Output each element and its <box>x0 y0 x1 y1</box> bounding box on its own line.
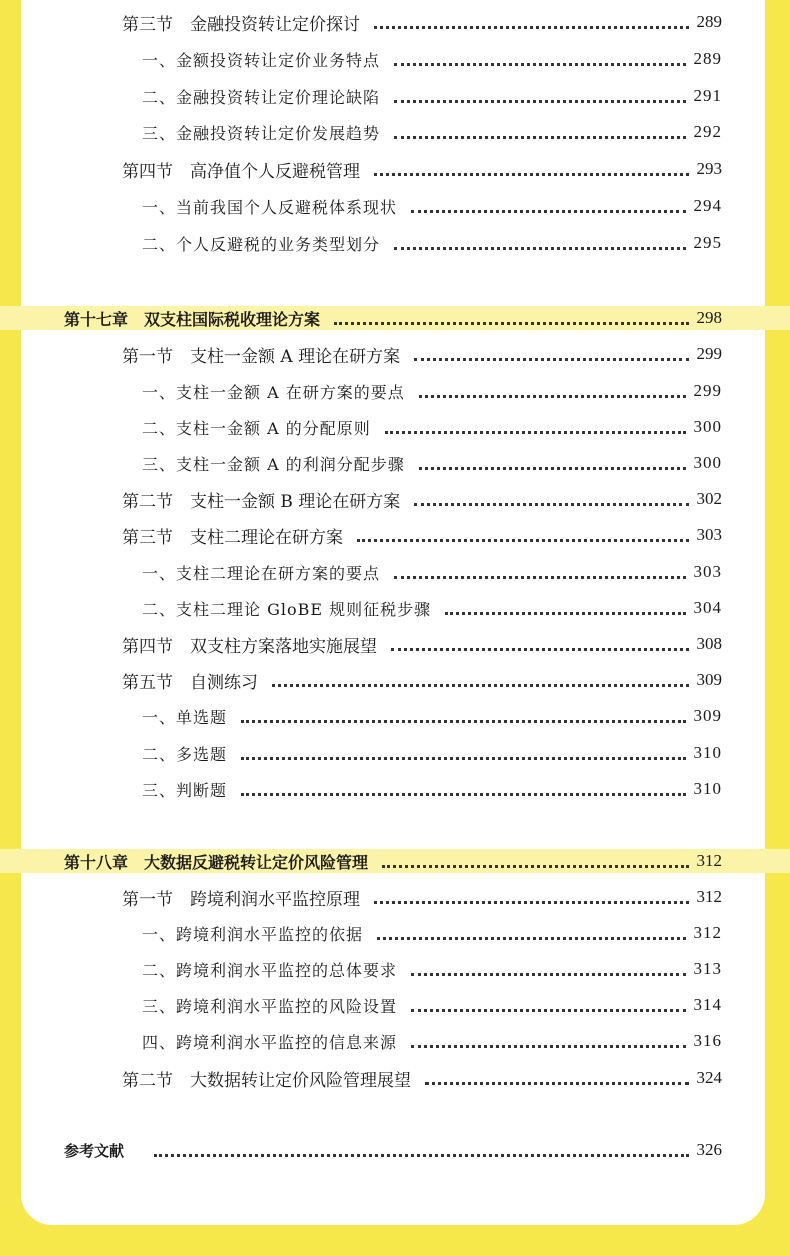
toc-row[interactable] <box>0 449 790 477</box>
toc-page-number: 303 <box>693 562 722 581</box>
toc-label: 第二节 支柱一金额 B 理论在研方案 <box>122 491 401 512</box>
dot-leader <box>411 1045 685 1048</box>
toc-row[interactable] <box>0 702 790 730</box>
toc-page-number: 312 <box>693 923 722 942</box>
toc-label: 一、跨境利润水平监控的依据 <box>142 924 364 944</box>
toc-page-number: 292 <box>693 122 722 141</box>
dot-leader <box>411 210 685 213</box>
toc-label: 四、跨境利润水平监控的信息来源 <box>142 1032 398 1052</box>
dot-leader <box>391 648 689 651</box>
toc-label: 一、支柱二理论在研方案的要点 <box>142 563 381 583</box>
toc-row[interactable] <box>0 192 790 220</box>
toc-page-number: 302 <box>696 489 722 508</box>
toc-label: 第三节 金融投资转让定价探讨 <box>122 14 360 35</box>
toc-row[interactable] <box>0 45 790 73</box>
toc-label: 二、多选题 <box>142 744 228 764</box>
toc-label: 第三节 支柱二理论在研方案 <box>122 527 343 548</box>
toc-label: 一、金额投资转让定价业务特点 <box>142 50 381 70</box>
dot-leader <box>414 358 688 361</box>
toc-label: 第四节 高净值个人反避税管理 <box>122 161 360 182</box>
dot-leader <box>154 1154 688 1157</box>
toc-label: 一、当前我国个人反避税体系现状 <box>142 197 398 217</box>
dot-leader <box>425 1082 689 1085</box>
toc-label: 一、支柱一金额 A 在研方案的要点 <box>142 382 405 402</box>
toc-label: 第一节 支柱一金额 A 理论在研方案 <box>122 346 401 367</box>
dot-leader <box>394 576 685 579</box>
dot-leader <box>374 173 689 176</box>
toc-label: 第十七章 双支柱国际税收理论方案 <box>64 309 321 329</box>
toc-row[interactable] <box>0 739 790 767</box>
toc-label: 参考文献 <box>64 1141 125 1160</box>
toc-label: 第一节 跨境利润水平监控原理 <box>122 889 360 910</box>
toc-page-number: 313 <box>693 959 722 978</box>
dot-leader <box>382 865 688 868</box>
toc-row[interactable] <box>0 594 790 622</box>
dot-leader <box>411 1009 685 1012</box>
dot-leader <box>419 467 686 470</box>
dot-leader <box>394 100 685 103</box>
toc-page-number: 298 <box>696 308 722 327</box>
toc-row[interactable] <box>0 558 790 586</box>
dot-leader <box>241 757 685 760</box>
toc-page-number: 300 <box>693 417 722 436</box>
toc-page-number: 312 <box>696 851 722 870</box>
toc-row[interactable] <box>0 775 790 803</box>
toc-label: 二、跨境利润水平监控的总体要求 <box>142 960 398 980</box>
toc-row[interactable] <box>0 630 790 658</box>
toc-page-number: 295 <box>693 233 722 252</box>
toc-page-number: 309 <box>693 706 722 725</box>
toc-page-number: 326 <box>696 1140 722 1159</box>
toc-row[interactable] <box>0 1064 790 1092</box>
toc-label: 第四节 双支柱方案落地实施展望 <box>122 636 377 657</box>
toc-references-row[interactable] <box>0 1136 790 1164</box>
toc-chapter-row[interactable] <box>0 306 790 330</box>
toc-page-number: 324 <box>696 1068 722 1087</box>
toc-label: 第二节 大数据转让定价风险管理展望 <box>122 1070 411 1091</box>
dot-leader <box>374 901 689 904</box>
toc-page-number: 309 <box>696 670 722 689</box>
toc-row[interactable] <box>0 883 790 911</box>
dot-leader <box>377 937 685 940</box>
toc-page-number: 291 <box>693 86 722 105</box>
dot-leader <box>241 793 685 796</box>
dot-leader <box>394 63 685 66</box>
dot-leader <box>394 136 685 139</box>
toc-page-number: 299 <box>696 344 722 363</box>
toc-label: 第十八章 大数据反避税转让定价风险管理 <box>64 852 369 872</box>
toc-label: 三、跨境利润水平监控的风险设置 <box>142 996 398 1016</box>
toc-page-number: 304 <box>693 598 722 617</box>
toc-row[interactable] <box>0 340 790 368</box>
toc-row[interactable] <box>0 229 790 257</box>
toc-page-number: 312 <box>696 887 722 906</box>
toc-page-number: 294 <box>693 196 722 215</box>
toc-row[interactable] <box>0 377 790 405</box>
toc-page-number: 314 <box>693 995 722 1014</box>
toc-row[interactable] <box>0 8 790 36</box>
toc-page-number: 316 <box>693 1031 722 1050</box>
toc-page-number: 300 <box>693 453 722 472</box>
toc-label: 三、判断题 <box>142 780 228 800</box>
toc-row[interactable] <box>0 955 790 983</box>
toc-row[interactable] <box>0 1027 790 1055</box>
toc-page-number: 303 <box>696 525 722 544</box>
dot-leader <box>241 720 685 723</box>
toc-row[interactable] <box>0 82 790 110</box>
toc-label: 二、个人反避税的业务类型划分 <box>142 234 381 254</box>
toc-label: 三、金融投资转让定价发展趋势 <box>142 123 381 143</box>
dot-leader <box>411 973 685 976</box>
toc-row[interactable] <box>0 485 790 513</box>
toc-page-number: 289 <box>696 12 722 31</box>
toc-label: 二、支柱一金额 A 的分配原则 <box>142 418 371 438</box>
toc-row[interactable] <box>0 521 790 549</box>
toc-chapter-row[interactable] <box>0 849 790 873</box>
dot-leader <box>394 247 685 250</box>
toc-page-number: 299 <box>693 381 722 400</box>
toc-page-number: 310 <box>693 743 722 762</box>
dot-leader <box>272 684 689 687</box>
toc-label: 三、支柱一金额 A 的利润分配步骤 <box>142 454 405 474</box>
toc-row[interactable] <box>0 991 790 1019</box>
dot-leader <box>334 322 688 325</box>
toc-label: 二、支柱二理论 GloBE 规则征税步骤 <box>142 599 432 619</box>
dot-leader <box>357 539 689 542</box>
dot-leader <box>414 503 688 506</box>
toc-row[interactable] <box>0 666 790 694</box>
toc-row[interactable] <box>0 413 790 441</box>
dot-leader <box>445 612 685 615</box>
toc-page-number: 310 <box>693 779 722 798</box>
dot-leader <box>419 395 686 398</box>
dot-leader <box>374 26 689 29</box>
toc-page-number: 289 <box>693 49 722 68</box>
toc-label: 二、金融投资转让定价理论缺陷 <box>142 87 381 107</box>
toc-label: 第五节 自测练习 <box>122 672 258 693</box>
toc-row[interactable] <box>0 118 790 146</box>
toc-row[interactable] <box>0 155 790 183</box>
toc-page-number: 293 <box>696 159 722 178</box>
dot-leader <box>385 431 686 434</box>
toc-row[interactable] <box>0 919 790 947</box>
toc-page-number: 308 <box>696 634 722 653</box>
toc-label: 一、单选题 <box>142 707 228 727</box>
